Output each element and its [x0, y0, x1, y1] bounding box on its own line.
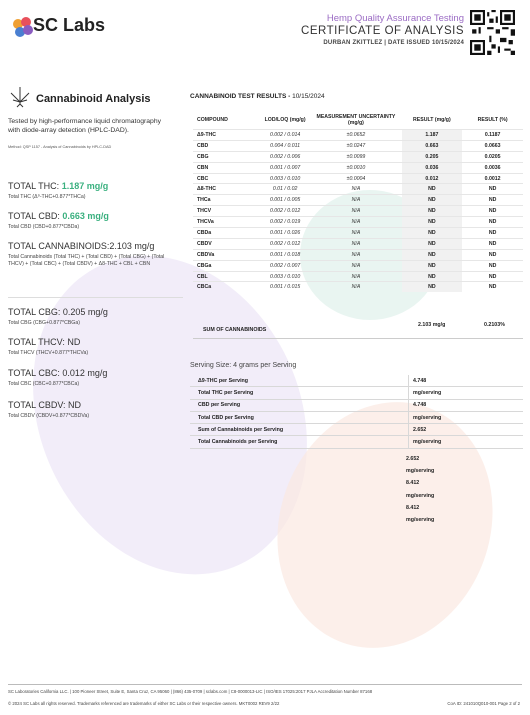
result-mg-cell: ND: [402, 260, 463, 271]
serving-extra-value: 8.412: [406, 504, 420, 511]
total-cbd-value: 0.663 mg/g: [62, 211, 109, 221]
table-row: [193, 162, 523, 173]
serving-extra-value: mg/serving: [406, 468, 435, 475]
uncertainty-cell: N/A: [310, 249, 401, 260]
serving-extra-value: mg/serving: [406, 492, 435, 499]
uncertainty-cell: N/A: [310, 184, 401, 195]
result-pct-cell: ND: [462, 195, 523, 206]
table-row: [193, 130, 523, 141]
total-cbd-label: TOTAL CBD:: [8, 211, 63, 221]
uncertainty-cell: N/A: [310, 217, 401, 228]
section-title: Cannabinoid Analysis: [36, 93, 151, 105]
total-cbdv-block: [8, 400, 183, 420]
total-cbd-formula: Total CBD (CBD+0.877*CBDa): [8, 224, 80, 230]
uncertainty-cell: ±0.0010: [310, 162, 401, 173]
sum-divider: [193, 338, 523, 339]
table-row: [193, 151, 523, 162]
serving-size-title: Serving Size: 4 grams per Serving: [190, 362, 297, 369]
method-reference: Method: QSP 1157 - Analysis of Cannabinoids by HPLC-DAD: [8, 145, 112, 149]
divider: [8, 297, 183, 298]
serving-value: mg/serving: [409, 436, 524, 448]
result-pct-cell: 0.0663: [462, 140, 523, 151]
uncertainty-cell: N/A: [310, 228, 401, 239]
header-subtitle: Hemp Quality Assurance Testing: [326, 13, 464, 24]
total-cbg-block: [8, 307, 183, 327]
result-mg-cell: ND: [402, 206, 463, 217]
result-mg-cell: ND: [402, 271, 463, 282]
lod-loq-cell: 0.002 / 0.012: [260, 238, 311, 249]
serving-label: Sum of Cannabinoids per Serving: [190, 424, 409, 436]
serving-label: CBD per Serving: [190, 399, 409, 411]
header-meta: DURBAN ZKITTLEZ | DATE ISSUED 10/15/2024: [323, 40, 464, 46]
serving-label: Total Cannabinoids per Serving: [190, 436, 409, 448]
serving-value: 4.748: [409, 399, 524, 411]
serving-row: [190, 387, 523, 399]
cannabinoid-results-table: [193, 112, 523, 292]
cannabis-leaf-icon: [8, 84, 32, 108]
footer-coa-id: CoA ID: 241010Q010-001 Page 2 of 2: [447, 701, 520, 706]
compound-cell: THCV: [193, 206, 260, 217]
compound-cell: THCVa: [193, 217, 260, 228]
serving-label: Total THC per Serving: [190, 387, 409, 399]
serving-label: Total CBD per Serving: [190, 411, 409, 423]
table-row: [193, 140, 523, 151]
results-date: 10/15/2024: [292, 93, 325, 100]
total-thc-formula: Total THC (Δ⁹-THC+0.877*THCa): [8, 194, 86, 200]
lod-loq-cell: 0.002 / 0.014: [260, 130, 311, 141]
serving-row: [190, 424, 523, 436]
compound-cell: CBG: [193, 151, 260, 162]
sum-of-cannabinoids-result: 2.103 mg/g: [418, 322, 446, 328]
total-cbd-block: [8, 211, 183, 231]
compound-cell: CBL: [193, 271, 260, 282]
serving-extra-values: [406, 453, 434, 526]
result-mg-cell: ND: [402, 195, 463, 206]
footer-divider: [8, 684, 522, 685]
total-cbdv-label: TOTAL CBDV: ND: [8, 400, 82, 410]
table-row: [193, 228, 523, 239]
compound-cell: CBD: [193, 140, 260, 151]
compound-cell: Δ9-THC: [193, 130, 260, 141]
serving-row: [190, 436, 523, 448]
uncertainty-cell: N/A: [310, 206, 401, 217]
total-cbdv-formula: Total CBDV (CBDV+0.877*CBDVa): [8, 413, 90, 419]
uncertainty-cell: N/A: [310, 271, 401, 282]
table-row: [193, 184, 523, 195]
result-pct-cell: ND: [462, 271, 523, 282]
total-thcv-block: [8, 337, 183, 357]
sum-of-cannabinoids-label: SUM OF CANNABINOIDS: [203, 327, 267, 333]
total-thc-block: [8, 181, 183, 201]
result-mg-cell: 0.012: [402, 173, 463, 184]
table-row: [193, 282, 523, 292]
logo-text: SC Labs: [33, 15, 106, 35]
result-pct-cell: 0.0205: [462, 151, 523, 162]
table-row: [193, 195, 523, 206]
total-cannabinoids-block: [8, 241, 168, 267]
qr-code-icon: [470, 10, 515, 55]
result-mg-cell: ND: [402, 282, 463, 292]
result-pct-cell: 0.0036: [462, 162, 523, 173]
total-cbc-block: [8, 368, 183, 388]
table-row: [193, 173, 523, 184]
serving-value: 2.652: [409, 424, 524, 436]
result-pct-cell: 0.1187: [462, 130, 523, 141]
total-cbc-label: TOTAL CBC: 0.012 mg/g: [8, 368, 108, 378]
compound-cell: CBN: [193, 162, 260, 173]
col-compound: COMPOUND: [197, 117, 228, 123]
compound-cell: CBDa: [193, 228, 260, 239]
uncertainty-cell: N/A: [310, 260, 401, 271]
lod-loq-cell: 0.002 / 0.007: [260, 260, 311, 271]
lod-loq-cell: 0.001 / 0.018: [260, 249, 311, 260]
result-pct-cell: ND: [462, 260, 523, 271]
table-row: [193, 217, 523, 228]
result-pct-cell: ND: [462, 282, 523, 292]
total-cbc-formula: Total CBC (CBC+0.877*CBCa): [8, 381, 80, 387]
total-thcv-formula: Total THCV (THCV+0.877*THCVa): [8, 350, 89, 356]
result-pct-cell: ND: [462, 217, 523, 228]
result-mg-cell: 0.205: [402, 151, 463, 162]
result-mg-cell: ND: [402, 238, 463, 249]
lod-loq-cell: 0.002 / 0.012: [260, 206, 311, 217]
header-block: [301, 13, 464, 46]
total-cbg-label: TOTAL CBG: 0.205 mg/g: [8, 307, 108, 317]
uncertainty-cell: N/A: [310, 282, 401, 292]
total-thc-label: TOTAL THC:: [8, 181, 62, 191]
col-result-pct: RESULT (%): [477, 117, 508, 123]
results-title-text: CANNABINOID TEST RESULTS -: [190, 93, 293, 100]
serving-value: mg/serving: [409, 411, 524, 423]
lod-loq-cell: 0.004 / 0.011: [260, 140, 311, 151]
result-pct-cell: ND: [462, 238, 523, 249]
col-uncertainty: MEASUREMENT UNCERTAINTY (mg/g): [316, 114, 396, 126]
method-description: Tested by high-performance liquid chromatography with diode-array detection (HPLC-DAD).: [8, 118, 162, 134]
serving-table: [190, 375, 523, 449]
uncertainty-cell: ±0.0652: [310, 130, 401, 141]
compound-cell: CBCa: [193, 282, 260, 292]
lod-loq-cell: 0.002 / 0.006: [260, 151, 311, 162]
lod-loq-cell: 0.001 / 0.005: [260, 195, 311, 206]
footer-address: SC Laboratories California LLC. | 100 Pioneer Street, Suite E, Santa Cruz, CA 95060 | (866) 435-0709 | sclabs.com | C8-0000013-LIC | ISO/IES 17025:2017 PJLA Accreditation Number 87168: [8, 689, 373, 694]
table-row: [193, 260, 523, 271]
uncertainty-cell: N/A: [310, 195, 401, 206]
table-row: [193, 238, 523, 249]
result-mg-cell: ND: [402, 217, 463, 228]
result-pct-cell: ND: [462, 184, 523, 195]
result-mg-cell: 1.187: [402, 130, 463, 141]
results-title: [190, 93, 325, 100]
lod-loq-cell: 0.001 / 0.007: [260, 162, 311, 173]
total-thcv-label: TOTAL THCV: ND: [8, 337, 81, 347]
result-pct-cell: ND: [462, 249, 523, 260]
lod-loq-cell: 0.003 / 0.010: [260, 271, 311, 282]
serving-extra-value: 2.652: [406, 456, 420, 462]
serving-row: [190, 411, 523, 423]
lod-loq-cell: 0.01 / 0.02: [260, 184, 311, 195]
total-cbg-formula: Total CBG (CBG+0.877*CBGa): [8, 320, 80, 326]
serving-label: Δ9-THC per Serving: [190, 375, 409, 387]
result-mg-cell: ND: [402, 249, 463, 260]
result-mg-cell: ND: [402, 228, 463, 239]
result-mg-cell: ND: [402, 184, 463, 195]
lod-loq-cell: 0.002 / 0.019: [260, 217, 311, 228]
lod-loq-cell: 0.001 / 0.015: [260, 282, 311, 292]
result-pct-cell: ND: [462, 228, 523, 239]
result-pct-cell: 0.0012: [462, 173, 523, 184]
compound-cell: Δ8-THC: [193, 184, 260, 195]
uncertainty-cell: ±0.0247: [310, 140, 401, 151]
table-row: [193, 249, 523, 260]
table-row: [193, 271, 523, 282]
uncertainty-cell: N/A: [310, 238, 401, 249]
compound-cell: CBDV: [193, 238, 260, 249]
table-row: [193, 206, 523, 217]
compound-cell: CBGa: [193, 260, 260, 271]
uncertainty-cell: ±0.0004: [310, 173, 401, 184]
serving-row: [190, 375, 523, 387]
result-pct-cell: ND: [462, 206, 523, 217]
serving-extra-value: mg/serving: [406, 517, 435, 524]
footer-copyright: © 2024 SC Labs all rights reserved. Trademarks referenced are trademarks of either SC Labs or their respective owners. MKT0002 REV9 2/22: [8, 701, 280, 706]
serving-value: 4.748: [409, 375, 524, 387]
compound-cell: THCa: [193, 195, 260, 206]
sum-of-cannabinoids-percent: 0.2103%: [484, 322, 505, 328]
table-header-row: [193, 112, 523, 130]
serving-row: [190, 399, 523, 411]
compound-cell: CBDVa: [193, 249, 260, 260]
result-mg-cell: 0.036: [402, 162, 463, 173]
serving-extra-value: 8.412: [406, 480, 420, 487]
col-lod-loq: LOD/LOQ (mg/g): [264, 117, 306, 123]
total-cannabinoids-label: TOTAL CANNABINOIDS:2.103 mg/g: [8, 241, 155, 251]
uncertainty-cell: ±0.0099: [310, 151, 401, 162]
col-result-mg: RESULT (mg/g): [413, 117, 451, 123]
lod-loq-cell: 0.003 / 0.010: [260, 173, 311, 184]
total-thc-value: 1.187 mg/g: [61, 181, 109, 191]
serving-value: mg/serving: [409, 387, 524, 399]
header-title: CERTIFICATE OF ANALYSIS: [301, 25, 464, 37]
compound-cell: CBC: [193, 173, 260, 184]
total-cannabinoids-formula: Total Cannabinoids (Total THC) + (Total CBD) + (Total CBG) + (Total THCV) + (Total CBC) + (Total CBDV) + Δ8-THC + CBL + CBN: [8, 254, 165, 267]
lod-loq-cell: 0.001 / 0.026: [260, 228, 311, 239]
result-mg-cell: 0.663: [402, 140, 463, 151]
